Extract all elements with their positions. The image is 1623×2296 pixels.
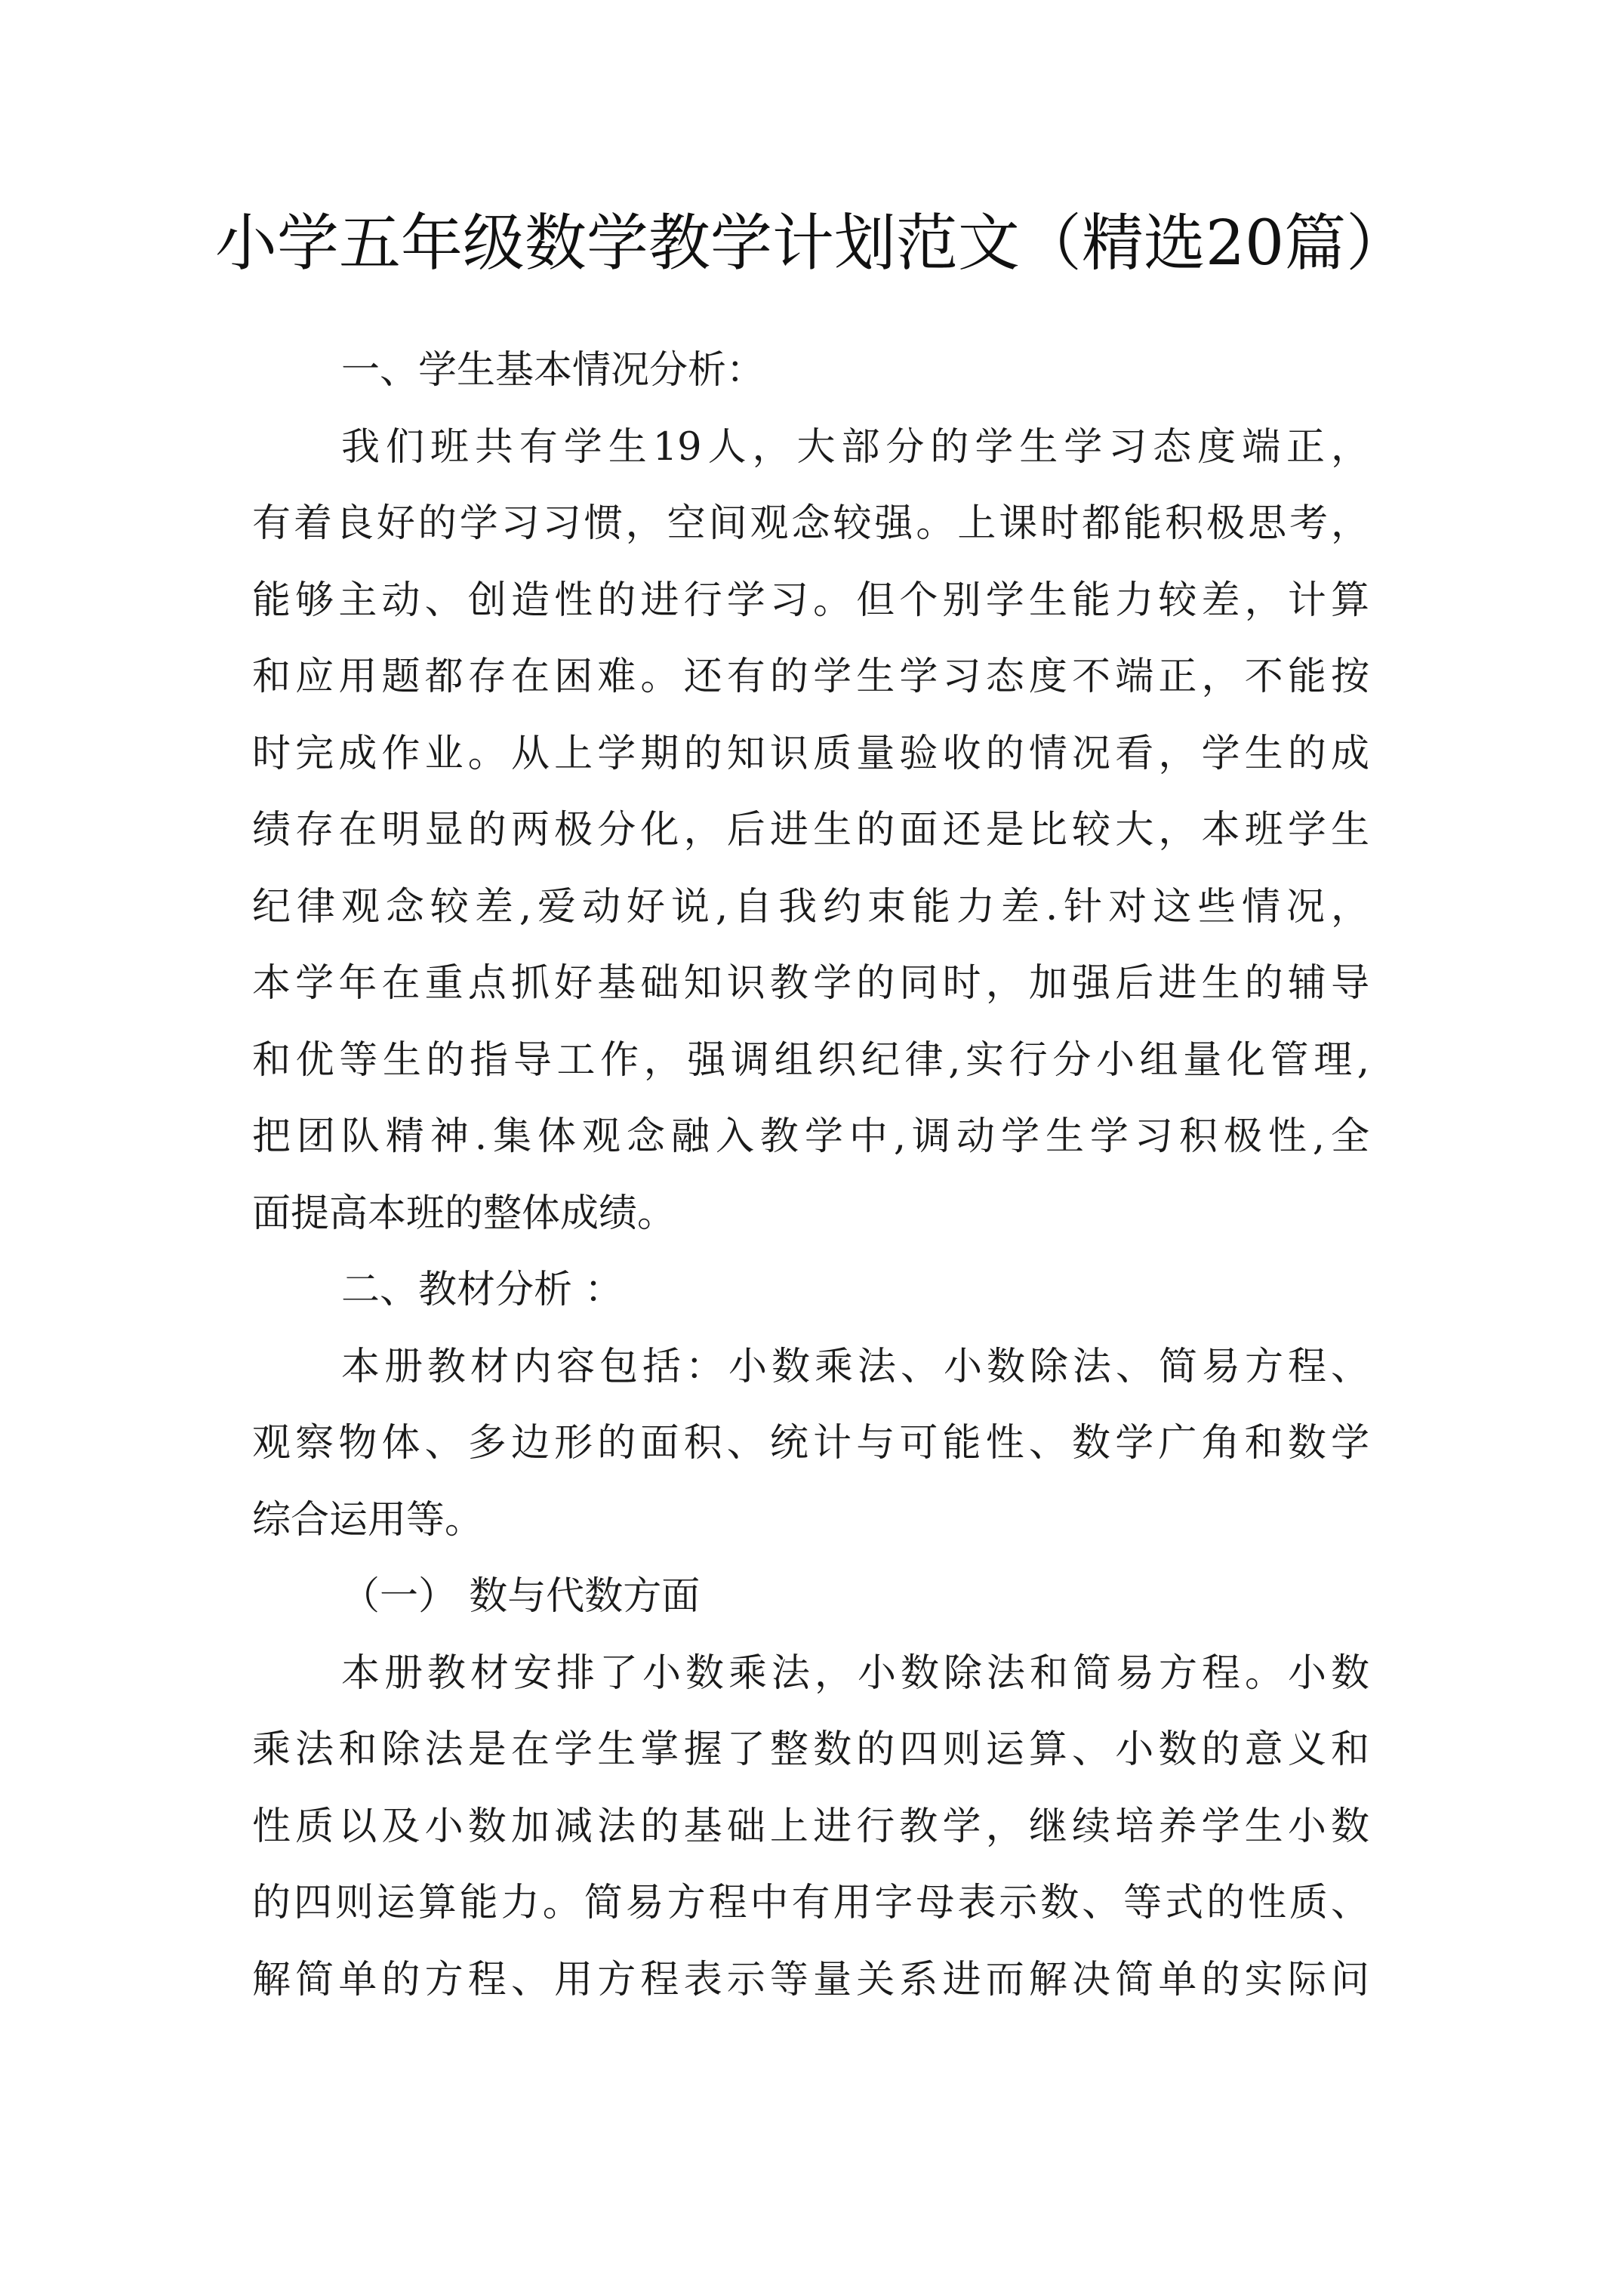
document-title: 小学五年级数学教学计划范文（精选20篇） xyxy=(214,208,1409,279)
document-body xyxy=(252,332,1369,2018)
text-line: 和应用题都存在困难。还有的学生学习态度不端正，不能按 xyxy=(252,655,1369,699)
text-line: 一、学生基本情况分析： xyxy=(341,348,765,393)
text-line: 能够主动、创造性的进行学习。但个别学生能力较差，计算 xyxy=(252,578,1369,623)
text-line: 时完成作业。从上学期的知识质量验收的情况看，学生的成 xyxy=(252,731,1369,776)
text-line: 和优等生的指导工作，强调组织纪律,实行分小组量化管理, xyxy=(252,1037,1369,1083)
text-line: 本册教材安排了小数乘法，小数除法和简易方程。小数 xyxy=(341,1650,1369,1696)
text-line: （一） 数与代数方面 xyxy=(341,1574,701,1619)
text-line: 综合运用等。 xyxy=(252,1497,484,1542)
text-line: 有着良好的学习习惯，空间观念较强。上课时都能积极思考， xyxy=(252,501,1369,546)
text-line: 二、教材分析 ： xyxy=(341,1268,624,1312)
text-line: 性质以及小数加减法的基础上进行教学，继续培养学生小数 xyxy=(252,1804,1369,1849)
text-line: 本册教材内容包括：小数乘法、小数除法、简易方程、 xyxy=(341,1344,1369,1389)
text-line: 观察物体、多边形的面积、统计与可能性、数学广角和数学 xyxy=(252,1421,1369,1465)
text-line: 把团队精神.集体观念融入教学中,调动学生学习积极性,全 xyxy=(252,1114,1369,1159)
text-line: 本学年在重点抓好基础知识教学的同时，加强后进生的辅导 xyxy=(252,961,1369,1006)
text-line: 绩存在明显的两极分化，后进生的面还是比较大，本班学生 xyxy=(252,808,1369,852)
text-line: 的四则运算能力。简易方程中有用字母表示数、等式的性质、 xyxy=(252,1881,1369,1925)
text-line: 乘法和除法是在学生掌握了整数的四则运算、小数的意义和 xyxy=(252,1727,1369,1772)
text-line: 我们班共有学生19人，大部分的学生学习态度端正， xyxy=(341,424,1369,470)
text-line: 纪律观念较差,爱动好说,自我约束能力差.针对这些情况， xyxy=(252,884,1369,929)
text-line: 面提高本班的整体成绩。 xyxy=(252,1191,676,1236)
text-line: 解简单的方程、用方程表示等量关系进而解决简单的实际问 xyxy=(252,1957,1369,2002)
